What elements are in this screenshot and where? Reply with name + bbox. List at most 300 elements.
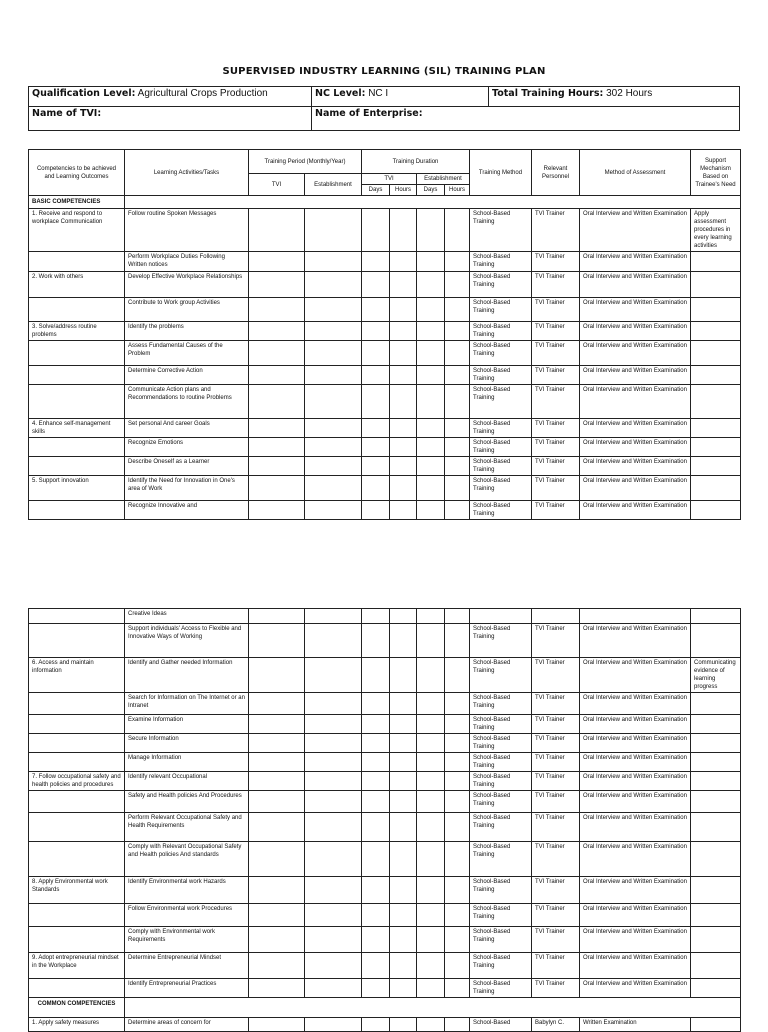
header-competencies: Competencies to be achieved and Learning Outcomes — [29, 150, 125, 196]
est-hours-cell — [445, 693, 470, 715]
header-establishment-duration: Establishment — [417, 174, 470, 185]
section-basic-competencies: BASIC COMPETENCIES — [29, 196, 125, 209]
establishment-period-cell — [305, 877, 362, 904]
est-hours-cell — [445, 813, 470, 842]
tvi-hours-cell — [390, 753, 417, 772]
method-cell: School-Based Training — [470, 693, 532, 715]
tvi-days-cell — [362, 209, 390, 252]
method-cell: School-Based Training — [470, 904, 532, 927]
tvi-days-cell — [362, 791, 390, 813]
assessment-cell: Oral Interview and Written Examination — [580, 658, 691, 693]
competency-cell — [29, 813, 125, 842]
table-row — [29, 927, 741, 953]
tvi-period-cell — [249, 813, 305, 842]
est-days-cell — [417, 953, 445, 979]
est-hours-cell — [445, 476, 470, 501]
competency-cell — [29, 979, 125, 998]
tvi-hours-cell — [390, 457, 417, 476]
tvi-days-cell — [362, 609, 390, 624]
table-row — [29, 501, 741, 520]
competency-cell — [29, 693, 125, 715]
competency-cell: 4. Enhance self-management skills — [29, 419, 125, 438]
tvi-period-cell — [249, 322, 305, 341]
tvi-hours-cell — [390, 366, 417, 385]
support-cell — [691, 904, 741, 927]
table-row — [29, 457, 741, 476]
est-days-cell — [417, 927, 445, 953]
table-row — [29, 438, 741, 457]
assessment-cell: Oral Interview and Written Examination — [580, 734, 691, 753]
tvi-days-cell — [362, 979, 390, 998]
support-cell — [691, 419, 741, 438]
tvi-hours-cell — [390, 272, 417, 298]
competency-cell — [29, 842, 125, 877]
personnel-cell: TVI Trainer — [532, 658, 580, 693]
tvi-hours-cell — [390, 791, 417, 813]
task-cell: Set personal And career Goals — [125, 419, 249, 438]
method-cell: School-Based Training — [470, 272, 532, 298]
method-cell: School-Based — [470, 1018, 532, 1032]
task-cell: Determine Entrepreneurial Mindset — [125, 953, 249, 979]
table-row — [29, 953, 741, 979]
tvi-days-cell — [362, 772, 390, 791]
tvi-hours-cell — [390, 734, 417, 753]
section-spacer — [125, 998, 741, 1018]
table-row — [29, 693, 741, 715]
table-row — [29, 753, 741, 772]
method-cell: School-Based Training — [470, 624, 532, 658]
support-cell — [691, 624, 741, 658]
establishment-period-cell — [305, 693, 362, 715]
tvi-period-cell — [249, 438, 305, 457]
support-cell — [691, 476, 741, 501]
task-cell: Assess Fundamental Causes of the Problem — [125, 341, 249, 366]
support-cell — [691, 693, 741, 715]
est-days-cell — [417, 842, 445, 877]
competency-cell — [29, 927, 125, 953]
method-cell: School-Based Training — [470, 715, 532, 734]
support-cell — [691, 927, 741, 953]
tvi-hours-cell — [390, 904, 417, 927]
est-days-cell — [417, 753, 445, 772]
tvi-period-cell — [249, 476, 305, 501]
qualification-cell — [29, 87, 312, 107]
est-hours-cell — [445, 1018, 470, 1032]
assessment-cell: Oral Interview and Written Examination — [580, 366, 691, 385]
assessment-cell: Oral Interview and Written Examination — [580, 476, 691, 501]
establishment-period-cell — [305, 419, 362, 438]
table-row — [29, 272, 741, 298]
method-cell: School-Based Training — [470, 813, 532, 842]
tvi-period-cell — [249, 734, 305, 753]
assessment-cell: Oral Interview and Written Examination — [580, 624, 691, 658]
document-title: SUPERVISED INDUSTRY LEARNING (SIL) TRAINING PLAN — [222, 66, 546, 77]
tvi-period-cell — [249, 385, 305, 419]
header-method: Training Method — [470, 150, 532, 196]
assessment-cell: Oral Interview and Written Examination — [580, 341, 691, 366]
tvi-hours-cell — [390, 476, 417, 501]
header-assessment: Method of Assessment — [580, 150, 691, 196]
support-cell — [691, 772, 741, 791]
est-hours-cell — [445, 366, 470, 385]
establishment-period-cell — [305, 624, 362, 658]
tvi-hours-cell — [390, 979, 417, 998]
tvi-period-cell — [249, 609, 305, 624]
tvi-hours-cell — [390, 341, 417, 366]
tvi-days-cell — [362, 953, 390, 979]
tvi-period-cell — [249, 715, 305, 734]
task-cell: Follow Environmental work Procedures — [125, 904, 249, 927]
est-days-cell — [417, 272, 445, 298]
tvi-period-cell — [249, 457, 305, 476]
est-hours-cell — [445, 501, 470, 520]
tvi-hours-cell — [390, 385, 417, 419]
task-cell: Support individuals' Access to Flexible and Innovative Ways of Working — [125, 624, 249, 658]
method-cell: School-Based Training — [470, 209, 532, 252]
establishment-period-cell — [305, 438, 362, 457]
tvi-days-cell — [362, 252, 390, 272]
competency-cell — [29, 298, 125, 322]
support-cell — [691, 791, 741, 813]
task-cell: Examine Information — [125, 715, 249, 734]
tvi-period-cell — [249, 693, 305, 715]
establishment-period-cell — [305, 457, 362, 476]
assessment-cell: Oral Interview and Written Examination — [580, 715, 691, 734]
task-cell: Search for Information on The Internet or an Intranet — [125, 693, 249, 715]
table-row — [29, 734, 741, 753]
tvi-days-cell — [362, 1018, 390, 1032]
assessment-cell: Oral Interview and Written Examination — [580, 322, 691, 341]
competency-cell — [29, 715, 125, 734]
est-hours-cell — [445, 842, 470, 877]
competency-cell — [29, 753, 125, 772]
method-cell: School-Based Training — [470, 457, 532, 476]
est-days-cell — [417, 772, 445, 791]
est-days-cell — [417, 693, 445, 715]
task-cell: Comply with Relevant Occupational Safety and Health policies And standards — [125, 842, 249, 877]
tvi-period-cell — [249, 209, 305, 252]
method-cell: School-Based Training — [470, 322, 532, 341]
tvi-hours-cell — [390, 842, 417, 877]
method-cell — [470, 609, 532, 624]
tvi-hours-cell — [390, 298, 417, 322]
establishment-period-cell — [305, 209, 362, 252]
est-hours-cell — [445, 877, 470, 904]
tvi-days-cell — [362, 715, 390, 734]
est-days-cell — [417, 877, 445, 904]
table-row — [29, 791, 741, 813]
tvi-hours-cell — [390, 658, 417, 693]
est-days-cell — [417, 419, 445, 438]
tvi-period-cell — [249, 272, 305, 298]
competency-cell: 2. Work with others — [29, 272, 125, 298]
personnel-cell: TVI Trainer — [532, 693, 580, 715]
support-cell — [691, 298, 741, 322]
assessment-cell: Oral Interview and Written Examination — [580, 927, 691, 953]
establishment-period-cell — [305, 341, 362, 366]
assessment-cell: Oral Interview and Written Examination — [580, 272, 691, 298]
tvi-days-cell — [362, 476, 390, 501]
table-row — [29, 341, 741, 366]
personnel-cell: TVI Trainer — [532, 877, 580, 904]
assessment-cell: Written Examination — [580, 1018, 691, 1032]
tvi-hours-cell — [390, 715, 417, 734]
table-row — [29, 658, 741, 693]
establishment-period-cell — [305, 385, 362, 419]
tvi-name-cell — [29, 107, 312, 131]
task-cell: Follow routine Spoken Messages — [125, 209, 249, 252]
tvi-days-cell — [362, 693, 390, 715]
method-cell: School-Based Training — [470, 419, 532, 438]
competency-cell — [29, 624, 125, 658]
est-days-cell — [417, 322, 445, 341]
nc-level-value: NC I — [365, 88, 389, 99]
personnel-cell: TVI Trainer — [532, 419, 580, 438]
establishment-period-cell — [305, 904, 362, 927]
establishment-period-cell — [305, 501, 362, 520]
competency-cell — [29, 341, 125, 366]
competency-cell: 1. Receive and respond to workplace Communication — [29, 209, 125, 252]
personnel-cell: TVI Trainer — [532, 272, 580, 298]
tvi-period-cell — [249, 658, 305, 693]
method-cell: School-Based Training — [470, 927, 532, 953]
training-hours-value: 302 Hours — [603, 88, 653, 99]
est-days-cell — [417, 341, 445, 366]
assessment-cell: Oral Interview and Written Examination — [580, 209, 691, 252]
competency-cell: 9. Adopt entrepreneurial mindset in the Workplace — [29, 953, 125, 979]
est-hours-cell — [445, 624, 470, 658]
task-cell: Identify relevant Occupational — [125, 772, 249, 791]
personnel-cell: TVI Trainer — [532, 813, 580, 842]
est-hours-cell — [445, 953, 470, 979]
table-row — [29, 1018, 741, 1032]
plan-rows-page-2 — [29, 609, 741, 998]
tvi-days-cell — [362, 501, 390, 520]
method-cell: School-Based Training — [470, 979, 532, 998]
personnel-cell: TVI Trainer — [532, 252, 580, 272]
method-cell: School-Based Training — [470, 753, 532, 772]
support-cell — [691, 272, 741, 298]
tvi-hours-cell — [390, 927, 417, 953]
tvi-period-cell — [249, 624, 305, 658]
est-days-cell — [417, 1018, 445, 1032]
task-cell: Determine Corrective Action — [125, 366, 249, 385]
est-days-cell — [417, 813, 445, 842]
personnel-cell: TVI Trainer — [532, 791, 580, 813]
personnel-cell: TVI Trainer — [532, 341, 580, 366]
personnel-cell: TVI Trainer — [532, 953, 580, 979]
tvi-days-cell — [362, 419, 390, 438]
tvi-days-cell — [362, 366, 390, 385]
personnel-cell: TVI Trainer — [532, 927, 580, 953]
personnel-cell — [532, 609, 580, 624]
est-days-cell — [417, 209, 445, 252]
est-hours-cell — [445, 658, 470, 693]
header-support: Support Mechanism Based on Trainee's Need — [691, 150, 741, 196]
tvi-period-cell — [249, 252, 305, 272]
establishment-period-cell — [305, 252, 362, 272]
support-cell — [691, 322, 741, 341]
personnel-cell: TVI Trainer — [532, 979, 580, 998]
establishment-period-cell — [305, 366, 362, 385]
competency-cell: 3. Solve/address routine problems — [29, 322, 125, 341]
method-cell: School-Based Training — [470, 341, 532, 366]
assessment-cell: Oral Interview and Written Examination — [580, 953, 691, 979]
qualification-label: Qualification Level: — [32, 88, 136, 99]
tvi-hours-cell — [390, 438, 417, 457]
personnel-cell: TVI Trainer — [532, 322, 580, 341]
support-cell — [691, 953, 741, 979]
task-cell: Identify Environmental work Hazards — [125, 877, 249, 904]
personnel-cell: TVI Trainer — [532, 624, 580, 658]
establishment-period-cell — [305, 979, 362, 998]
nc-level-cell — [312, 87, 489, 107]
task-cell: Determine areas of concern for — [125, 1018, 249, 1032]
method-cell: School-Based Training — [470, 658, 532, 693]
support-cell — [691, 457, 741, 476]
method-cell: School-Based Training — [470, 772, 532, 791]
tvi-days-cell — [362, 385, 390, 419]
est-days-cell — [417, 904, 445, 927]
support-cell — [691, 715, 741, 734]
personnel-cell: TVI Trainer — [532, 366, 580, 385]
support-cell — [691, 501, 741, 520]
header-tvi-days: Days — [362, 185, 390, 196]
tvi-hours-cell — [390, 953, 417, 979]
tvi-period-cell — [249, 772, 305, 791]
training-plan-table-page-2 — [28, 608, 741, 1032]
est-days-cell — [417, 624, 445, 658]
task-cell: Perform Relevant Occupational Safety and Health Requirements — [125, 813, 249, 842]
tvi-period-cell — [249, 979, 305, 998]
assessment-cell: Oral Interview and Written Examination — [580, 501, 691, 520]
competency-cell: 7. Follow occupational safety and health policies and procedures — [29, 772, 125, 791]
support-cell — [691, 753, 741, 772]
assessment-cell: Oral Interview and Written Examination — [580, 252, 691, 272]
support-cell — [691, 877, 741, 904]
competency-cell: 6. Access and maintain information — [29, 658, 125, 693]
task-cell: Identify the Need for Innovation in One's area of Work — [125, 476, 249, 501]
plan-rows-page-2-tail — [29, 998, 741, 1032]
method-cell: School-Based Training — [470, 476, 532, 501]
header-activities: Learning Activities/Tasks — [125, 150, 249, 196]
task-cell: Secure Information — [125, 734, 249, 753]
est-hours-cell — [445, 438, 470, 457]
tvi-days-cell — [362, 438, 390, 457]
personnel-cell: TVI Trainer — [532, 457, 580, 476]
header-establishment: Establishment — [305, 174, 362, 196]
task-cell: Comply with Environmental work Requirements — [125, 927, 249, 953]
assessment-cell: Oral Interview and Written Examination — [580, 772, 691, 791]
table-row — [29, 322, 741, 341]
est-days-cell — [417, 457, 445, 476]
tvi-period-cell — [249, 904, 305, 927]
est-days-cell — [417, 252, 445, 272]
est-days-cell — [417, 476, 445, 501]
method-cell: School-Based Training — [470, 438, 532, 457]
tvi-period-cell — [249, 927, 305, 953]
table-row — [29, 624, 741, 658]
support-cell: Apply assessment procedures in every learning activities — [691, 209, 741, 252]
tvi-name-label: Name of TVI: — [32, 108, 102, 119]
support-cell — [691, 252, 741, 272]
training-plan-table-page-1 — [28, 149, 741, 520]
task-cell: Identify Entrepreneurial Practices — [125, 979, 249, 998]
tvi-hours-cell — [390, 813, 417, 842]
tvi-days-cell — [362, 272, 390, 298]
table-row — [29, 813, 741, 842]
assessment-cell: Oral Interview and Written Examination — [580, 693, 691, 715]
support-cell — [691, 385, 741, 419]
method-cell: School-Based Training — [470, 877, 532, 904]
header-period: Training Period (Monthly/Year) — [249, 150, 362, 174]
establishment-period-cell — [305, 753, 362, 772]
personnel-cell: TVI Trainer — [532, 385, 580, 419]
task-cell: Identify and Gather needed Information — [125, 658, 249, 693]
assessment-cell: Oral Interview and Written Examination — [580, 877, 691, 904]
establishment-period-cell — [305, 609, 362, 624]
task-cell: Manage Information — [125, 753, 249, 772]
task-cell: Creative Ideas — [125, 609, 249, 624]
establishment-period-cell — [305, 813, 362, 842]
tvi-hours-cell — [390, 693, 417, 715]
tvi-days-cell — [362, 298, 390, 322]
est-hours-cell — [445, 419, 470, 438]
est-days-cell — [417, 979, 445, 998]
competency-cell: 5. Support innovation — [29, 476, 125, 501]
assessment-cell: Oral Interview and Written Examination — [580, 385, 691, 419]
tvi-hours-cell — [390, 322, 417, 341]
table-row — [29, 298, 741, 322]
tvi-period-cell — [249, 366, 305, 385]
support-cell — [691, 1018, 741, 1032]
est-hours-cell — [445, 927, 470, 953]
table-row — [29, 252, 741, 272]
est-days-cell — [417, 715, 445, 734]
tvi-hours-cell — [390, 419, 417, 438]
personnel-cell: Babylyn C. — [532, 1018, 580, 1032]
header-tvi-hours: Hours — [390, 185, 417, 196]
training-hours-cell — [489, 87, 740, 107]
assessment-cell: Oral Interview and Written Examination — [580, 753, 691, 772]
tvi-days-cell — [362, 457, 390, 476]
est-hours-cell — [445, 734, 470, 753]
method-cell: School-Based Training — [470, 501, 532, 520]
tvi-period-cell — [249, 341, 305, 366]
tvi-days-cell — [362, 753, 390, 772]
personnel-cell: TVI Trainer — [532, 209, 580, 252]
support-cell — [691, 979, 741, 998]
task-cell: Contribute to Work group Activities — [125, 298, 249, 322]
method-cell: School-Based Training — [470, 791, 532, 813]
assessment-cell: Oral Interview and Written Examination — [580, 813, 691, 842]
est-hours-cell — [445, 341, 470, 366]
establishment-period-cell — [305, 658, 362, 693]
competency-cell — [29, 609, 125, 624]
est-days-cell — [417, 658, 445, 693]
tvi-days-cell — [362, 842, 390, 877]
establishment-period-cell — [305, 953, 362, 979]
tvi-days-cell — [362, 813, 390, 842]
personnel-cell: TVI Trainer — [532, 476, 580, 501]
tvi-days-cell — [362, 904, 390, 927]
task-cell: Recognize Innovative and — [125, 501, 249, 520]
personnel-cell: TVI Trainer — [532, 734, 580, 753]
est-hours-cell — [445, 298, 470, 322]
method-cell: School-Based Training — [470, 734, 532, 753]
training-hours-label: Total Training Hours: — [492, 88, 604, 99]
tvi-period-cell — [249, 501, 305, 520]
